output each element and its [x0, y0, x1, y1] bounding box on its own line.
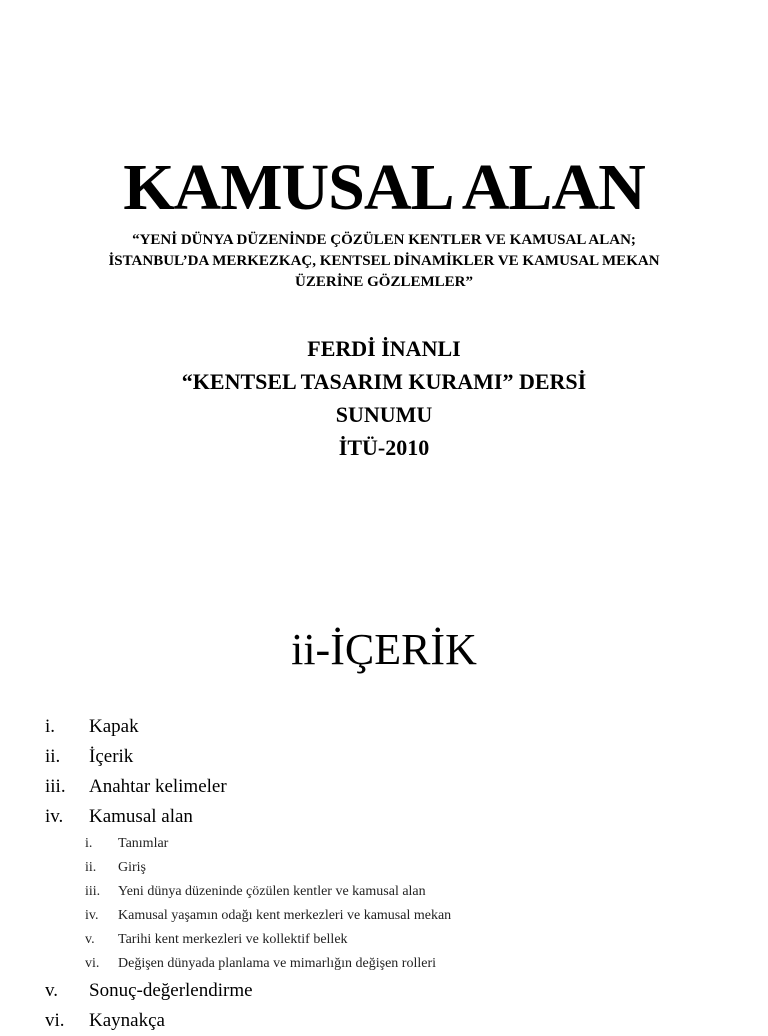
- course-subtitle: SUNUMU: [335, 402, 433, 427]
- toc-subitem: [0, 928, 768, 952]
- toc-item-number: iii.: [45, 776, 66, 797]
- toc-subitem-number: iii.: [85, 884, 101, 899]
- toc-subitem-number: vi.: [85, 956, 100, 971]
- toc-item-number: iv.: [45, 806, 64, 827]
- toc-heading: ii-İÇERİK: [291, 625, 477, 674]
- toc-item-number: v.: [45, 980, 59, 1001]
- toc-subitem: [0, 856, 768, 880]
- toc-item-number: vi.: [45, 1010, 65, 1031]
- toc-subitem: [0, 880, 768, 904]
- toc-subitem: [0, 952, 768, 976]
- toc-subitem-number: v.: [85, 932, 95, 947]
- toc-item: [0, 802, 768, 832]
- subtitle-line: ÜZERİNE GÖZLEMLER”: [295, 274, 473, 290]
- toc-item-label: Sonuç-değerlendirme: [89, 980, 253, 1001]
- toc-subitem-label: Yeni dünya düzeninde çözülen kentler ve kamusal alan: [118, 884, 426, 899]
- toc-subitem-label: Tanımlar: [118, 836, 169, 851]
- toc-item-label: Anahtar kelimeler: [89, 776, 227, 797]
- toc-item-label: Kaynakça: [89, 1010, 165, 1031]
- author-block: [0, 332, 768, 464]
- toc-subitem-number: i.: [85, 836, 93, 851]
- toc-item-label: Kapak: [89, 716, 139, 737]
- subtitle-line: İSTANBUL’DA MERKEZKAÇ, KENTSEL DİNAMİKLER VE KAMUSAL MEKAN: [108, 253, 660, 269]
- toc-subitem: [0, 904, 768, 928]
- toc-item: [0, 712, 768, 742]
- toc-item-number: ii.: [45, 746, 61, 767]
- subtitle-line: “YENİ DÜNYA DÜZENİNDE ÇÖZÜLEN KENTLER VE KAMUSAL ALAN;: [132, 232, 636, 248]
- table-of-contents: [0, 712, 768, 1036]
- toc-subitem: [0, 832, 768, 856]
- toc-subitem-label: Kamusal yaşamın odağı kent merkezleri ve kamusal mekan: [118, 908, 452, 923]
- toc-subitem-number: ii.: [85, 860, 97, 875]
- cover-title: KAMUSAL ALAN: [123, 151, 645, 224]
- toc-item: [0, 772, 768, 802]
- author-name: FERDİ İNANLI: [307, 336, 461, 361]
- toc-item: [0, 1006, 768, 1036]
- toc-subitem-label: Tarihi kent merkezleri ve kollektif bellek: [118, 932, 348, 947]
- toc-item-number: i.: [45, 716, 56, 737]
- toc-subitem-number: iv.: [85, 908, 99, 923]
- toc-item-label: Kamusal alan: [89, 806, 193, 827]
- toc-item: [0, 976, 768, 1006]
- toc-item-label: İçerik: [89, 746, 134, 767]
- toc-item: [0, 742, 768, 772]
- cover-subtitle: [30, 230, 738, 293]
- institution-year: İTÜ-2010: [338, 435, 430, 460]
- course-title: “KENTSEL TASARIM KURAMI” DERSİ: [181, 369, 587, 394]
- toc-subitem-label: Giriş: [118, 860, 146, 875]
- toc-subitem-label: Değişen dünyada planlama ve mimarlığın değişen rolleri: [118, 956, 437, 971]
